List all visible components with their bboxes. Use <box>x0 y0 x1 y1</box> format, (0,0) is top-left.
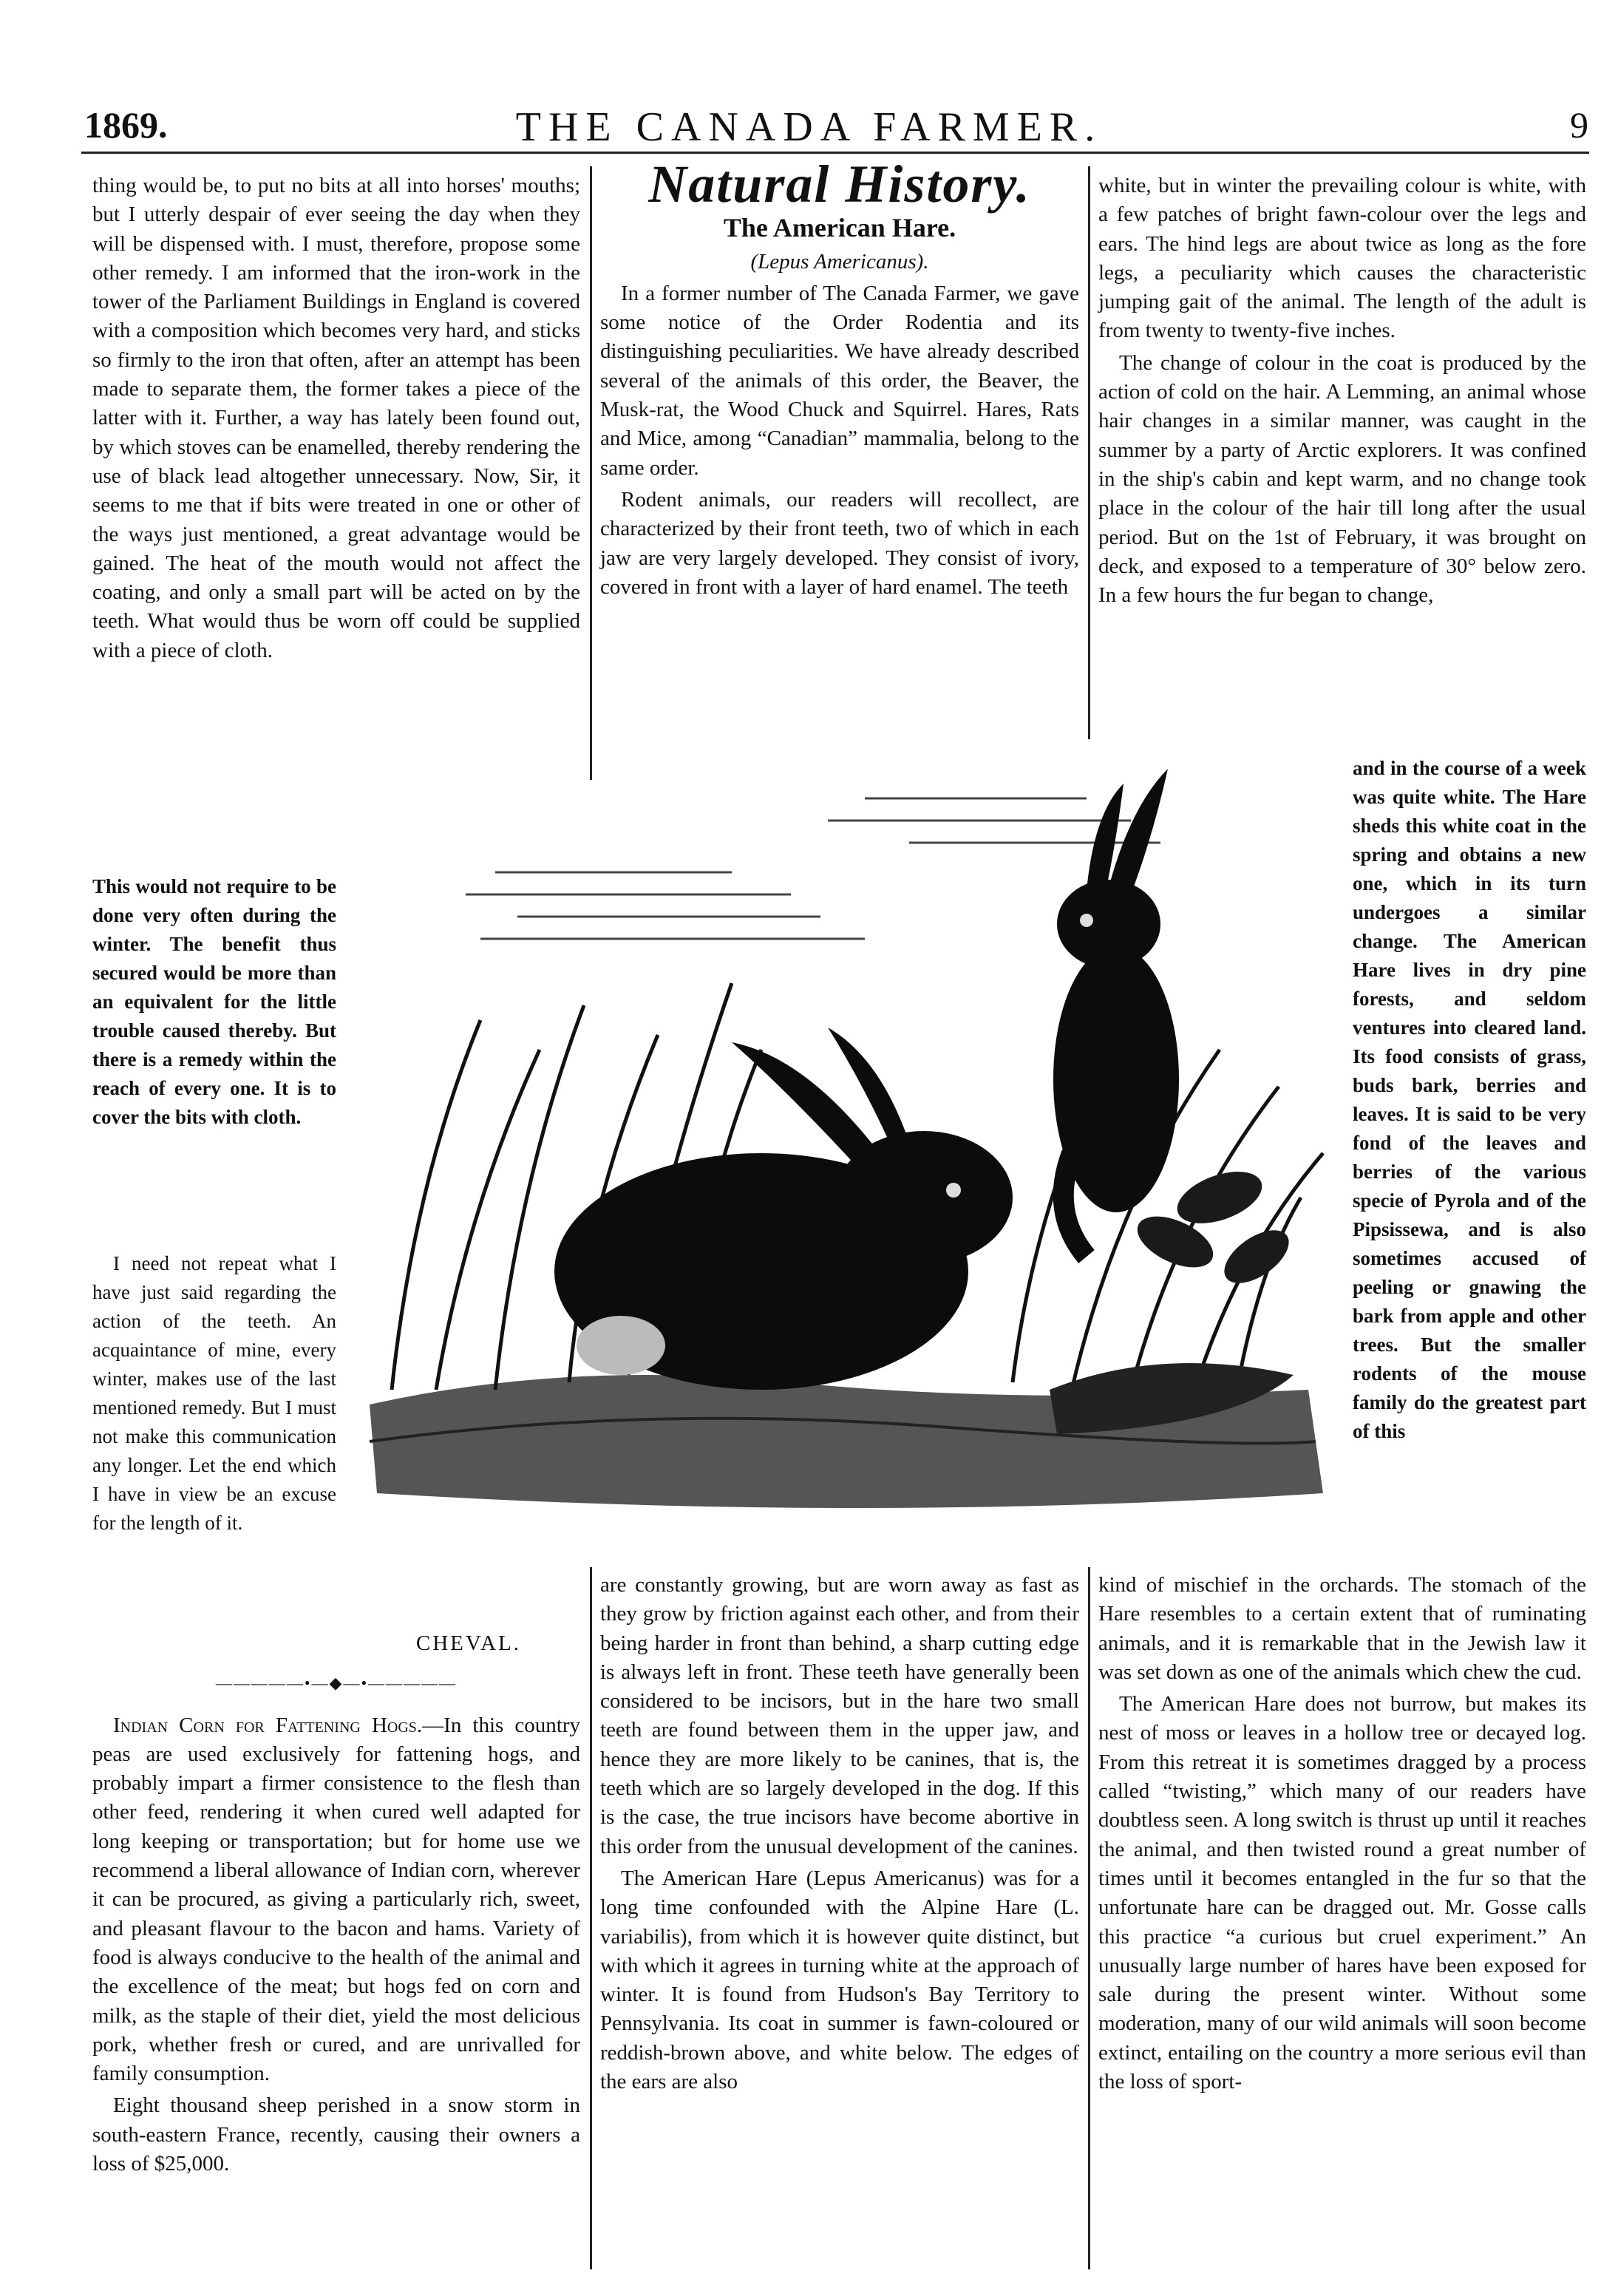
column-1-narrow <box>92 872 336 1135</box>
hare-paragraph-1: In a former number of The Canada Farmer, we gave some notice of the Order Rodentia and its distinguishing peculiarities. We have already described several of the animals of this order, the Beaver, the Musk-rat, the Wood Chuck and Squirrel. Hares, Rats and Mice, among “Canadian” mammalia, belong to the same order. <box>600 281 1079 480</box>
article-subtitle: (Lepus Americanus). <box>750 249 929 274</box>
crouching-hare <box>554 1028 1013 1390</box>
column-1-narrow-b <box>92 1249 336 1541</box>
sheep-paragraph: Eight thousand sheep perished in a snow storm in south-eastern France, recently, causing their owners a loss of $25,000. <box>92 2093 580 2176</box>
column-1-top <box>92 171 580 668</box>
hare-paragraph-8: kind of mischief in the orchards. The stomach of the Hare resembles to a certain extent that of ruminating animals, and it is remarkable that in the Jewish law it was set down as one of the animals which chew the cud. <box>1098 1573 1586 1684</box>
column-divider-2 <box>1088 166 1090 739</box>
hare-paragraph-9: The American Hare does not burrow, but makes its nest of moss or leaves in a hollow tree or decayed log. From this retreat it is sometimes dragged by a process called “twisting,” which many of our readers have doubtless seen. A long switch is thrust up until it reaches the animal, and then twisted round a great number of times until it becomes entangled in the fur so that the unfortunate hare can be dragged out. Mr. Gosse calls this practice “a curious but cruel experiment.” An unusually large number of hares have been exposed for sale during the present winter. Without some moderation, many of our wild animals will soon become extinct, entailing on the country a more serious evil than the loss of sport- <box>1098 1692 1586 2094</box>
column-3-narrow <box>1353 754 1586 1449</box>
column-divider-2b <box>1088 1567 1090 2269</box>
hare-paragraph-6: The change of colour in the coat is produced by the action of cold on the hair. A Lemming, an animal whose hair changes in a similar manner, was caught in the summer by a party of Arctic explorers. It was confined in the ship's cabin and kept warm, and no change took place in the colour of the hair till long after the usual period. But on the 1st of February, it was brought on deck, and exposed to a temperature of 30° below zero. In a few hours the fur began to change, <box>1098 350 1586 608</box>
hogs-heading: Indian Corn for Fattening Hogs. <box>113 1713 423 1737</box>
page-year: 1869. <box>84 104 168 146</box>
hare-engraving-illustration <box>347 739 1345 1530</box>
signature: CHEVAL. <box>415 1631 521 1655</box>
hare-paragraph-2: Rodent animals, our readers will recollect, are characterized by their front teeth, two of which in each jaw are very largely developed. They consist of ivory, covered in front with a layer of hard enamel. The teeth <box>600 487 1079 599</box>
hare-paragraph-5: white, but in winter the prevailing colour is white, with a few patches of bright fawn-colour over the legs and ears. The hind legs are about twice as long as the fore legs, a peculiarity which causes the characteristic jumping gait of the animal. The length of the adult is from twenty to twenty-five inches. <box>1098 174 1586 343</box>
sky-hatching <box>466 798 1160 939</box>
cheval-paragraph-3: I need not repeat what I have just said regarding the action of the teeth. An acquaintance of mine, every winter, makes use of the last mentioned remedy. But I must not make this communication any longer. Let the end which I have in view be an excuse for the length of it. <box>92 1252 336 1534</box>
hare-paragraph-7: and in the course of a week was quite white. The Hare sheds this white coat in the spring and obtains a new one, which in its turn undergoes a similar change. The American Hare lives in dry pine forests, and seldom ventures into cleared land. Its food consists of grass, buds bark, berries and leaves. It is said to be very fond of the leaves and berries of the various specie of Pyrola and of the Pipsissewa, and is also sometimes accused of peeling or gnawing the bark from apple and other trees. But the smaller rodents of the mouse family do the greatest part of this <box>1353 757 1586 1442</box>
column-3-top <box>1098 171 1586 613</box>
cheval-paragraph-1: thing would be, to put no bits at all into horses' mouths; but I utterly despair of ever seeing the day when they will be dispensed with. I must, therefore, propose some other remedy. I am informed that the iron-work in the tower of the Parliament Buildings in England is covered with a composition which becomes very hard, and sticks so firmly to the iron that often, after an attempt has been made to separate them, the former takes a piece of the latter with it. Further, a way has lately been found out, by which stoves can be enamelled, thereby rendering the use of black lead altogether unnecessary. Now, Sir, it seems to me that if bits were treated in one or other of the ways just mentioned, a great advantage would be gained. The heat of the mouth would not affect the coating, and only a small part will be acted on by the teeth. What would thus be worn off could be supplied with a piece of cloth. <box>92 174 580 662</box>
section-heading: Natural History. <box>648 154 1031 214</box>
column-divider-1 <box>590 166 592 780</box>
column-2-top <box>600 154 1079 605</box>
column-1-bottom <box>92 1619 580 2181</box>
article-title: The American Hare. <box>723 213 956 243</box>
column-2-bottom <box>600 1571 1079 2099</box>
masthead-title: THE CANADA FARMER. <box>515 104 1103 150</box>
column-3-bottom <box>1098 1571 1586 2099</box>
hare-paragraph-4: The American Hare (Lepus Americanus) was for a long time confounded with the Alpine Hare (L. variabilis), from which it is however quite distinct, but with which it agrees in turning white at the approach of winter. It is found from Hudson's Bay Territory to Pennsylvania. Its coat in summer is fawn-coloured or reddish-brown above, and white below. The edges of the ears are also <box>600 1866 1079 2094</box>
column-divider-1b <box>590 1567 592 2269</box>
header-rule <box>81 152 1589 154</box>
page-number: 9 <box>1570 104 1588 146</box>
hare-paragraph-3: are constantly growing, but are worn away as fast as they grow by friction against each other, and from their being harder in front than behind, a sharp cutting edge is always left in front. These teeth have generally been considered to be incisors, but in the hare two small teeth are found between them in the upper jaw, and hence they are more likely to be canines, that is, the teeth which are so largely developed in the dog. If this is the case, the true incisors have become abortive in this order from the unusual development of the canines. <box>600 1573 1079 1858</box>
ornament-divider: —————•—◆—•————— <box>215 1674 458 1693</box>
hogs-paragraph: —In this country peas are used exclusively for fattening hogs, and probably impart a firmer consistence to the flesh than other feed, rendering it when cured well adapted for long keeping or transportation; but for home use we recommend a liberal allowance of Indian corn, wherever it can be procured, as giving a particularly rich, sweet, and pleasant flavour to the bacon and hams. Variety of food is always conducive to the health of the animal and the excellence of the meat; but hogs fed on corn and milk, as the staple of their diet, yield the most delicious pork, whether fresh or cured, and are unrivalled for family consumption. <box>92 1713 580 2086</box>
cheval-paragraph-2: This would not require to be done very often during the winter. The benefit thus secured would be more than an equivalent for the little trouble caused thereby. But there is a remedy within the reach of every one. It is to cover the bits with cloth. <box>92 875 336 1128</box>
